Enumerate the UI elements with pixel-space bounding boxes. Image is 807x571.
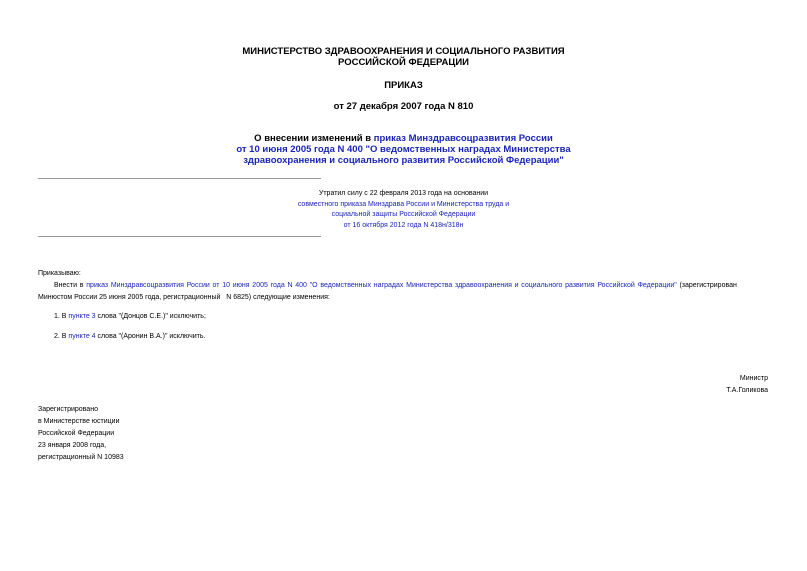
item-2-link[interactable]: пункте 4 xyxy=(68,333,96,340)
item-2-end: слова "(Аронин В.А.)" исключить. xyxy=(95,333,206,340)
item-2-start: 2. В xyxy=(54,333,69,340)
registration-line-4: 23 января 2008 года, xyxy=(38,442,107,449)
order-word: Приказываю: xyxy=(38,270,81,277)
repeal-order-link-1[interactable]: совместного приказа Минздрава России и Министерства труда и xyxy=(297,200,510,208)
title-prefix: О внесении изменений в xyxy=(254,133,374,144)
ministry-line-2: РОССИЙСКОЙ ФЕДЕРАЦИИ xyxy=(337,57,469,68)
signature xyxy=(726,373,768,397)
amended-order-link-1[interactable]: приказ Минздравсоцразвития России xyxy=(373,133,553,144)
title-line-1 xyxy=(0,133,807,144)
repeal-order-link-3[interactable]: от 16 октября 2012 года N 418н/318н xyxy=(343,221,464,229)
item-1 xyxy=(54,311,206,323)
ministry-heading xyxy=(0,46,807,68)
doc-date: от 27 декабря 2007 года N 810 xyxy=(333,101,474,112)
p1-start: Внести в xyxy=(54,282,87,289)
status-note xyxy=(0,189,807,231)
repeal-order-link-2[interactable]: социальной защиты Российской Федерации xyxy=(331,211,476,218)
doc-title xyxy=(0,133,807,166)
amended-order-link-3[interactable]: здравоохранения и социального развития Российской Федерации" xyxy=(243,155,564,166)
registration-block xyxy=(38,404,124,464)
p1-order-link[interactable]: приказ Минздравсоцразвития России от 10 июня 2005 года N 400 "О ведомственных наградах Министерства здравоохранения и социального развития Российской Федерации" xyxy=(86,282,677,289)
paragraph-1-line-1 xyxy=(38,280,770,292)
registration-line-5: регистрационный N 10983 xyxy=(38,454,124,461)
registration-line-2: в Министерстве юстиции xyxy=(38,418,120,425)
doc-type: ПРИКАЗ xyxy=(384,80,423,91)
divider-bottom xyxy=(38,236,321,237)
signature-title: Министр xyxy=(739,375,768,382)
item-1-end: слова "(Донцов С.Е.)" исключить; xyxy=(95,313,206,320)
item-2 xyxy=(54,331,205,343)
paragraph-1-line-2: Минюстом России 25 июня 2005 года, регистрационный N 6825) следующие изменения: xyxy=(38,294,330,301)
status-line-1: Утратил силу с 22 февраля 2013 года на основании xyxy=(318,190,489,197)
p1-end: (зарегистрирован xyxy=(676,282,737,289)
item-1-link[interactable]: пункте 3 xyxy=(68,313,96,320)
registration-line-3: Российской Федерации xyxy=(38,430,115,437)
paragraph-1 xyxy=(38,280,770,304)
ministry-line-1: МИНИСТЕРСТВО ЗДРАВООХРАНЕНИЯ И СОЦИАЛЬНОГО РАЗВИТИЯ xyxy=(242,46,565,57)
item-1-start: 1. В xyxy=(54,313,69,320)
amended-order-link-2[interactable]: от 10 июня 2005 года N 400 "О ведомственных наградах Министерства xyxy=(236,144,571,155)
signature-name: Т.А.Голикова xyxy=(726,387,768,394)
registration-line-1: Зарегистрировано xyxy=(38,406,98,413)
divider-top xyxy=(38,178,321,179)
